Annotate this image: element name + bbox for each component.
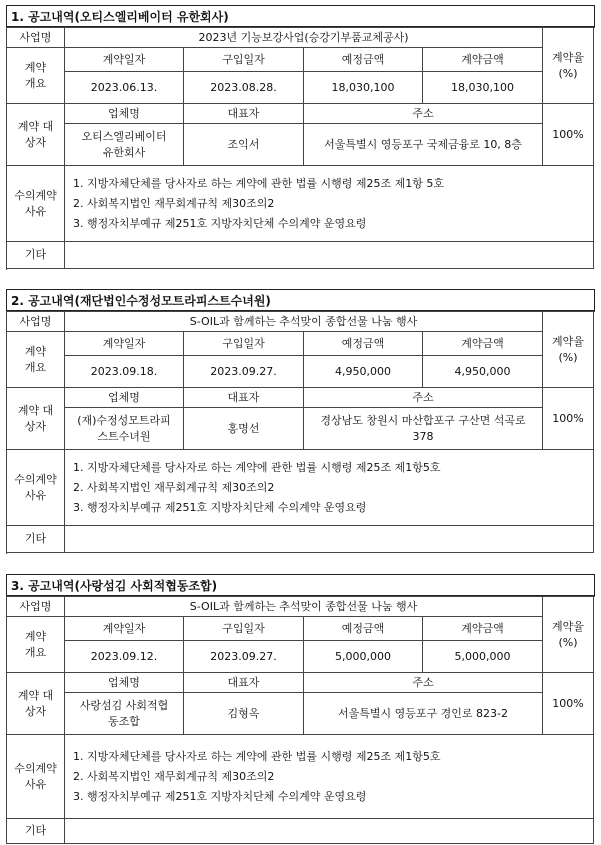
other-label: 기타	[7, 526, 65, 553]
section-title: 2. 공고내역(재단법인수정성모트라피스트수녀원)	[6, 289, 595, 311]
notice-table	[6, 27, 595, 270]
contract-rate-label: 계약율(%)	[543, 312, 594, 388]
business-name: S-OIL과 함께하는 추석맞이 종합선물 나눔 행사	[65, 312, 543, 332]
representative-value: 김형옥	[184, 693, 304, 735]
estimated-amount-value: 5,000,000	[304, 641, 423, 673]
reason-item: 2. 사회복지법인 재무회계규칙 제30조의2	[73, 480, 275, 494]
contract-date-label: 계약일자	[65, 617, 184, 641]
company-label: 업체명	[65, 104, 184, 124]
purchase-date-value: 2023.09.27.	[184, 356, 304, 388]
address-value: 서울특별시 영등포구 국제금융로 10, 8층	[304, 124, 543, 166]
representative-label: 대표자	[184, 104, 304, 124]
contract-rate-value: 100%	[543, 104, 594, 166]
company-value: (재)수정성모트라피스트수녀원	[65, 408, 184, 450]
contract-rate-label: 계약율(%)	[543, 597, 594, 673]
reason-item: 1. 지방자체단체를 당사자로 하는 계약에 관한 법률 시행령 제25조 제1항5호	[73, 749, 441, 763]
purchase-date-label: 구입일자	[184, 617, 304, 641]
representative-value: 홍명선	[184, 408, 304, 450]
business-name: 2023년 기능보강사업(승강기부품교체공사)	[65, 28, 543, 48]
estimated-amount-label: 예정금액	[304, 617, 423, 641]
business-label: 사업명	[7, 597, 65, 617]
notice-table	[6, 596, 595, 844]
contract-date-label: 계약일자	[65, 332, 184, 356]
reason-item: 3. 행정자치부예규 제251호 지방자치단체 수의계약 운영요령	[73, 500, 367, 514]
reason-item: 3. 행정자치부예규 제251호 지방자치단체 수의계약 운영요령	[73, 789, 367, 803]
contract-amount-label: 계약금액	[423, 48, 543, 72]
company-value: 오티스엘리베이터 유한회사	[65, 124, 184, 166]
representative-value: 조익서	[184, 124, 304, 166]
notice-table	[6, 311, 595, 554]
contract-overview-label: 계약 개요	[7, 332, 65, 388]
contract-amount-value: 18,030,100	[423, 72, 543, 104]
other-value	[65, 819, 594, 844]
estimated-amount-value: 18,030,100	[304, 72, 423, 104]
address-value: 경상남도 창원시 마산합포구 구산면 석곡로 378	[304, 408, 543, 450]
reason-list	[65, 735, 594, 819]
contract-rate-label: 계약율(%)	[543, 28, 594, 104]
reason-label: 수의계약 사유	[7, 450, 65, 526]
contract-rate-value: 100%	[543, 673, 594, 735]
purchase-date-label: 구입일자	[184, 48, 304, 72]
reason-item: 1. 지방자체단체를 당사자로 하는 계약에 관한 법률 시행령 제25조 제1항5호	[73, 460, 441, 474]
other-value	[65, 242, 594, 269]
business-label: 사업명	[7, 312, 65, 332]
address-label: 주소	[304, 388, 543, 408]
address-label: 주소	[304, 673, 543, 693]
reason-item: 3. 행정자치부예규 제251호 지방자치단체 수의계약 운영요령	[73, 216, 367, 230]
reason-list	[65, 166, 594, 242]
company-label: 업체명	[65, 388, 184, 408]
representative-label: 대표자	[184, 673, 304, 693]
business-label: 사업명	[7, 28, 65, 48]
other-label: 기타	[7, 242, 65, 269]
section-title: 1. 공고내역(오티스엘리베이터 유한회사)	[6, 5, 595, 27]
contract-amount-value: 5,000,000	[423, 641, 543, 673]
company-label: 업체명	[65, 673, 184, 693]
contract-party-label: 계약 대상자	[7, 104, 65, 166]
purchase-date-label: 구입일자	[184, 332, 304, 356]
contract-date-value: 2023.09.12.	[65, 641, 184, 673]
other-value	[65, 526, 594, 553]
reason-list	[65, 450, 594, 526]
contract-amount-label: 계약금액	[423, 332, 543, 356]
purchase-date-value: 2023.08.28.	[184, 72, 304, 104]
company-value: 사랑섬김 사회적협동조합	[65, 693, 184, 735]
contract-party-label: 계약 대상자	[7, 388, 65, 450]
section-title: 3. 공고내역(사랑섬김 사회적협동조합)	[6, 574, 595, 596]
reason-label: 수의계약 사유	[7, 166, 65, 242]
purchase-date-value: 2023.09.27.	[184, 641, 304, 673]
business-name: S-OIL과 함께하는 추석맞이 종합선물 나눔 행사	[65, 597, 543, 617]
estimated-amount-label: 예정금액	[304, 48, 423, 72]
contract-date-label: 계약일자	[65, 48, 184, 72]
estimated-amount-value: 4,950,000	[304, 356, 423, 388]
reason-item: 2. 사회복지법인 재무회계규칙 제30조의2	[73, 769, 275, 783]
contract-overview-label: 계약 개요	[7, 48, 65, 104]
estimated-amount-label: 예정금액	[304, 332, 423, 356]
contract-amount-value: 4,950,000	[423, 356, 543, 388]
other-label: 기타	[7, 819, 65, 844]
representative-label: 대표자	[184, 388, 304, 408]
reason-item: 1. 지방자체단체를 당사자로 하는 계약에 관한 법률 시행령 제25조 제1항 5호	[73, 176, 444, 190]
address-value: 서울특별시 영등포구 경인로 823-2	[304, 693, 543, 735]
reason-label: 수의계약 사유	[7, 735, 65, 819]
contract-party-label: 계약 대상자	[7, 673, 65, 735]
contract-rate-value: 100%	[543, 388, 594, 450]
address-label: 주소	[304, 104, 543, 124]
reason-item: 2. 사회복지법인 재무회계규칙 제30조의2	[73, 196, 275, 210]
contract-amount-label: 계약금액	[423, 617, 543, 641]
contract-date-value: 2023.09.18.	[65, 356, 184, 388]
contract-overview-label: 계약 개요	[7, 617, 65, 673]
contract-date-value: 2023.06.13.	[65, 72, 184, 104]
